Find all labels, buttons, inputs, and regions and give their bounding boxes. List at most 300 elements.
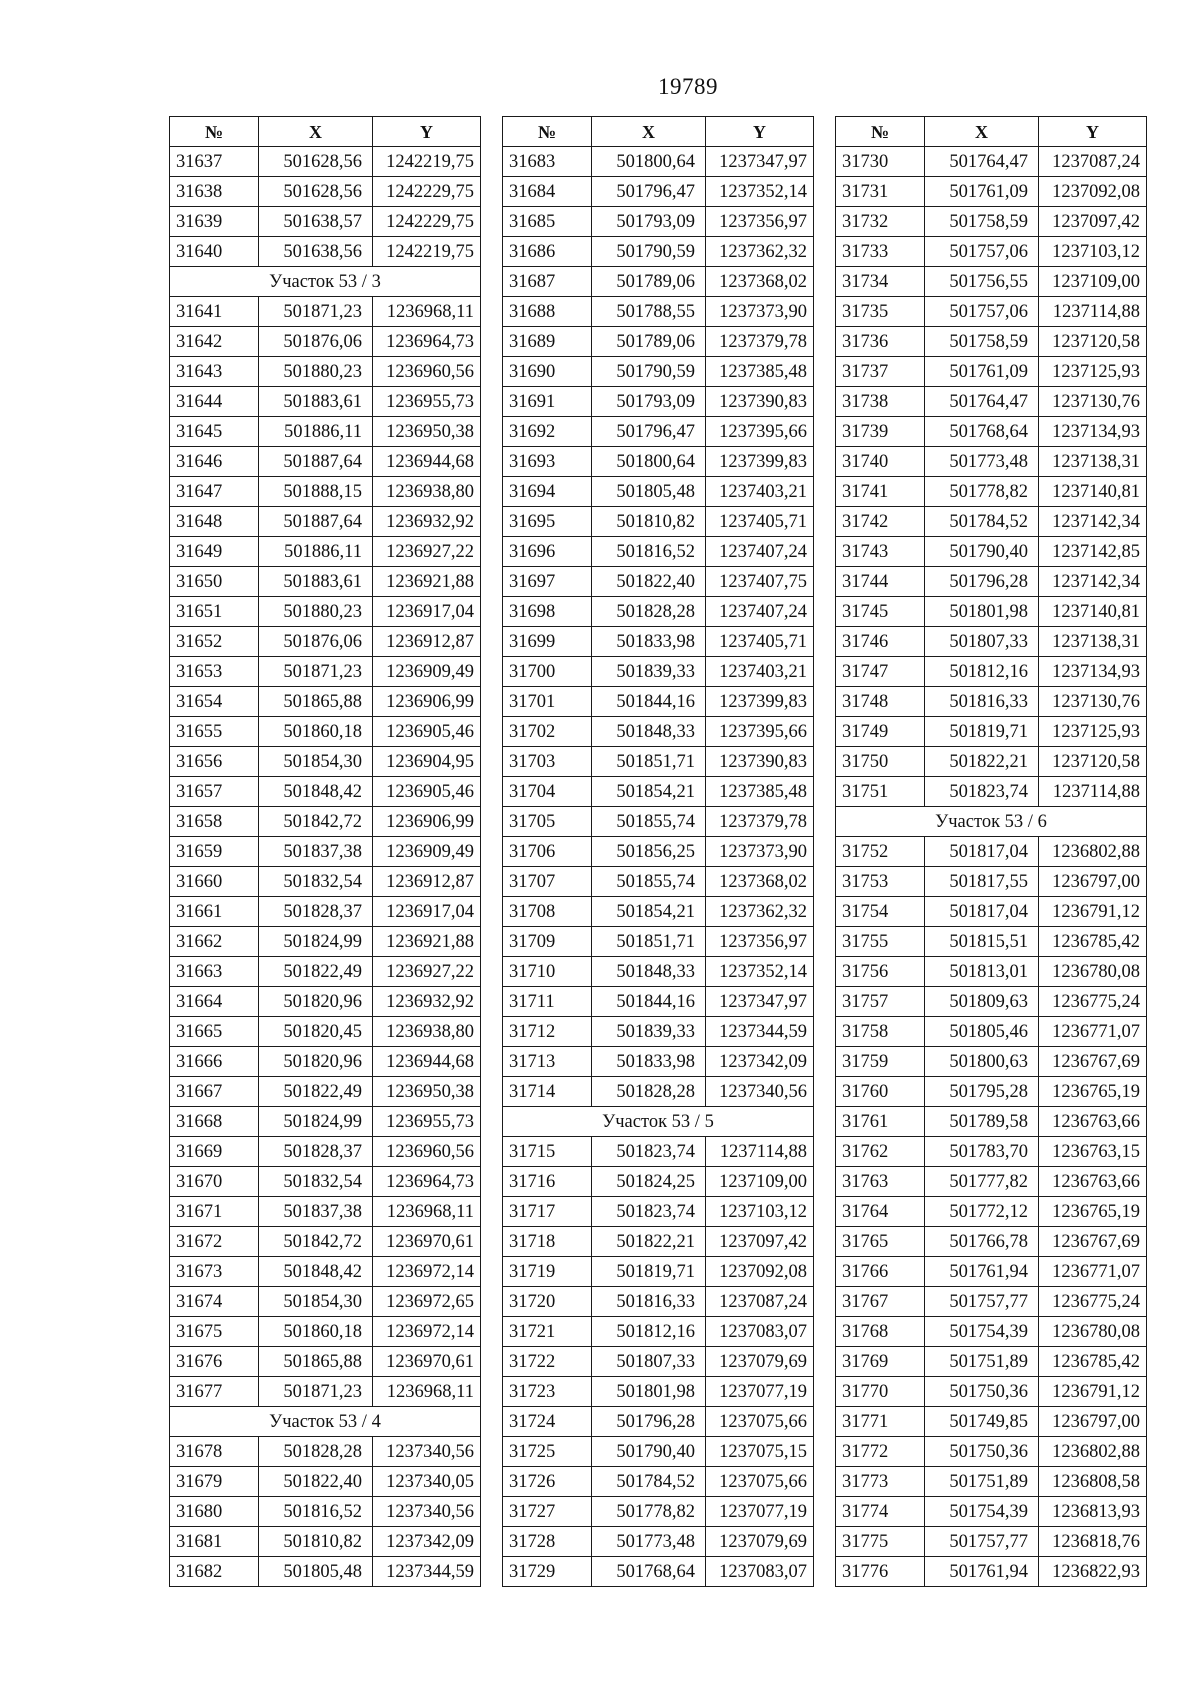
table-row xyxy=(503,777,814,807)
point-number: 31673 xyxy=(170,1257,259,1287)
table-row xyxy=(503,657,814,687)
table-row xyxy=(836,537,1147,567)
x-coordinate: 501816,33 xyxy=(592,1287,706,1317)
x-coordinate: 501887,64 xyxy=(259,507,373,537)
x-coordinate: 501842,72 xyxy=(259,1227,373,1257)
y-coordinate: 1237114,88 xyxy=(1039,777,1147,807)
y-coordinate: 1236944,68 xyxy=(373,1047,481,1077)
table-row xyxy=(836,957,1147,987)
x-coordinate: 501807,33 xyxy=(925,627,1039,657)
section-row xyxy=(503,1107,814,1137)
x-coordinate: 501812,16 xyxy=(592,1317,706,1347)
x-coordinate: 501812,16 xyxy=(925,657,1039,687)
table-row xyxy=(836,837,1147,867)
table-row xyxy=(170,147,481,177)
point-number: 31752 xyxy=(836,837,925,867)
x-coordinate: 501796,28 xyxy=(592,1407,706,1437)
table-row xyxy=(836,1257,1147,1287)
header-x: X xyxy=(592,117,706,147)
point-number: 31680 xyxy=(170,1497,259,1527)
table-row xyxy=(170,657,481,687)
x-coordinate: 501823,74 xyxy=(925,777,1039,807)
table-row xyxy=(170,447,481,477)
point-number: 31684 xyxy=(503,177,592,207)
x-coordinate: 501805,48 xyxy=(259,1557,373,1587)
point-number: 31686 xyxy=(503,237,592,267)
table-row xyxy=(170,177,481,207)
table-header-row xyxy=(503,117,814,147)
point-number: 31736 xyxy=(836,327,925,357)
y-coordinate: 1236917,04 xyxy=(373,897,481,927)
x-coordinate: 501778,82 xyxy=(925,477,1039,507)
table-row xyxy=(170,1527,481,1557)
table-row xyxy=(503,1227,814,1257)
y-coordinate: 1237356,97 xyxy=(706,927,814,957)
point-number: 31762 xyxy=(836,1137,925,1167)
table-row xyxy=(503,417,814,447)
table-row xyxy=(503,1317,814,1347)
x-coordinate: 501789,06 xyxy=(592,327,706,357)
point-number: 31654 xyxy=(170,687,259,717)
x-coordinate: 501828,28 xyxy=(259,1437,373,1467)
section-row xyxy=(836,807,1147,837)
table-row xyxy=(836,1167,1147,1197)
y-coordinate: 1237344,59 xyxy=(373,1557,481,1587)
table-row xyxy=(170,1227,481,1257)
x-coordinate: 501820,96 xyxy=(259,987,373,1017)
table-row xyxy=(170,927,481,957)
y-coordinate: 1236964,73 xyxy=(373,1167,481,1197)
y-coordinate: 1236763,15 xyxy=(1039,1137,1147,1167)
y-coordinate: 1237138,31 xyxy=(1039,447,1147,477)
section-title: Участок 53 / 3 xyxy=(170,267,481,297)
x-coordinate: 501833,98 xyxy=(592,627,706,657)
table-row xyxy=(503,237,814,267)
table-row xyxy=(503,1287,814,1317)
x-coordinate: 501854,30 xyxy=(259,747,373,777)
point-number: 31730 xyxy=(836,147,925,177)
x-coordinate: 501856,25 xyxy=(592,837,706,867)
table-row xyxy=(836,1287,1147,1317)
y-coordinate: 1237097,42 xyxy=(1039,207,1147,237)
coordinates-table-1 xyxy=(169,116,481,1587)
y-coordinate: 1236968,11 xyxy=(373,1197,481,1227)
x-coordinate: 501844,16 xyxy=(592,987,706,1017)
point-number: 31641 xyxy=(170,297,259,327)
y-coordinate: 1237075,66 xyxy=(706,1467,814,1497)
table-row xyxy=(170,1167,481,1197)
point-number: 31741 xyxy=(836,477,925,507)
x-coordinate: 501848,42 xyxy=(259,1257,373,1287)
table-row xyxy=(170,567,481,597)
table-row xyxy=(836,447,1147,477)
y-coordinate: 1237087,24 xyxy=(1039,147,1147,177)
x-coordinate: 501754,39 xyxy=(925,1497,1039,1527)
x-coordinate: 501822,49 xyxy=(259,957,373,987)
y-coordinate: 1237130,76 xyxy=(1039,687,1147,717)
table-row xyxy=(836,1107,1147,1137)
y-coordinate: 1237120,58 xyxy=(1039,327,1147,357)
x-coordinate: 501749,85 xyxy=(925,1407,1039,1437)
point-number: 31700 xyxy=(503,657,592,687)
point-number: 31645 xyxy=(170,417,259,447)
y-coordinate: 1237075,15 xyxy=(706,1437,814,1467)
x-coordinate: 501817,55 xyxy=(925,867,1039,897)
x-coordinate: 501805,46 xyxy=(925,1017,1039,1047)
x-coordinate: 501822,40 xyxy=(592,567,706,597)
y-coordinate: 1237138,31 xyxy=(1039,627,1147,657)
y-coordinate: 1237142,34 xyxy=(1039,507,1147,537)
y-coordinate: 1237092,08 xyxy=(706,1257,814,1287)
point-number: 31701 xyxy=(503,687,592,717)
point-number: 31660 xyxy=(170,867,259,897)
x-coordinate: 501757,77 xyxy=(925,1527,1039,1557)
point-number: 31702 xyxy=(503,717,592,747)
x-coordinate: 501822,21 xyxy=(925,747,1039,777)
y-coordinate: 1236813,93 xyxy=(1039,1497,1147,1527)
x-coordinate: 501790,40 xyxy=(925,537,1039,567)
table-row xyxy=(836,1347,1147,1377)
y-coordinate: 1236771,07 xyxy=(1039,1257,1147,1287)
x-coordinate: 501777,82 xyxy=(925,1167,1039,1197)
x-coordinate: 501820,45 xyxy=(259,1017,373,1047)
x-coordinate: 501766,78 xyxy=(925,1227,1039,1257)
coordinates-table-2 xyxy=(502,116,814,1587)
x-coordinate: 501828,37 xyxy=(259,1137,373,1167)
x-coordinate: 501638,56 xyxy=(259,237,373,267)
point-number: 31771 xyxy=(836,1407,925,1437)
x-coordinate: 501839,33 xyxy=(592,657,706,687)
point-number: 31758 xyxy=(836,1017,925,1047)
y-coordinate: 1236775,24 xyxy=(1039,987,1147,1017)
table-row xyxy=(503,1377,814,1407)
x-coordinate: 501800,63 xyxy=(925,1047,1039,1077)
y-coordinate: 1236944,68 xyxy=(373,447,481,477)
point-number: 31747 xyxy=(836,657,925,687)
y-coordinate: 1237352,14 xyxy=(706,177,814,207)
point-number: 31687 xyxy=(503,267,592,297)
x-coordinate: 501887,64 xyxy=(259,447,373,477)
x-coordinate: 501807,33 xyxy=(592,1347,706,1377)
point-number: 31712 xyxy=(503,1017,592,1047)
y-coordinate: 1236808,58 xyxy=(1039,1467,1147,1497)
point-number: 31757 xyxy=(836,987,925,1017)
y-coordinate: 1236765,19 xyxy=(1039,1077,1147,1107)
x-coordinate: 501819,71 xyxy=(592,1257,706,1287)
x-coordinate: 501839,33 xyxy=(592,1017,706,1047)
table-row xyxy=(170,867,481,897)
y-coordinate: 1236970,61 xyxy=(373,1347,481,1377)
table-row xyxy=(170,327,481,357)
table-row xyxy=(170,747,481,777)
y-coordinate: 1237103,12 xyxy=(1039,237,1147,267)
table-row xyxy=(170,597,481,627)
y-coordinate: 1237083,07 xyxy=(706,1317,814,1347)
point-number: 31768 xyxy=(836,1317,925,1347)
table-row xyxy=(170,807,481,837)
y-coordinate: 1236927,22 xyxy=(373,537,481,567)
table-row xyxy=(170,1497,481,1527)
point-number: 31663 xyxy=(170,957,259,987)
point-number: 31755 xyxy=(836,927,925,957)
y-coordinate: 1237103,12 xyxy=(706,1197,814,1227)
x-coordinate: 501828,28 xyxy=(592,1077,706,1107)
table-row xyxy=(170,207,481,237)
y-coordinate: 1236822,93 xyxy=(1039,1557,1147,1587)
header-number: № xyxy=(503,117,592,147)
table-row xyxy=(836,777,1147,807)
x-coordinate: 501880,23 xyxy=(259,597,373,627)
y-coordinate: 1236968,11 xyxy=(373,1377,481,1407)
table-row xyxy=(836,1137,1147,1167)
table-row xyxy=(836,507,1147,537)
y-coordinate: 1236802,88 xyxy=(1039,1437,1147,1467)
point-number: 31661 xyxy=(170,897,259,927)
point-number: 31677 xyxy=(170,1377,259,1407)
y-coordinate: 1237390,83 xyxy=(706,747,814,777)
x-coordinate: 501790,59 xyxy=(592,357,706,387)
table-row xyxy=(170,477,481,507)
table-row xyxy=(836,267,1147,297)
table-row xyxy=(170,1137,481,1167)
point-number: 31638 xyxy=(170,177,259,207)
point-number: 31704 xyxy=(503,777,592,807)
x-coordinate: 501778,82 xyxy=(592,1497,706,1527)
header-y: Y xyxy=(373,117,481,147)
x-coordinate: 501832,54 xyxy=(259,867,373,897)
point-number: 31644 xyxy=(170,387,259,417)
table-row xyxy=(836,237,1147,267)
x-coordinate: 501784,52 xyxy=(925,507,1039,537)
x-coordinate: 501833,98 xyxy=(592,1047,706,1077)
table-row xyxy=(836,1557,1147,1587)
x-coordinate: 501805,48 xyxy=(592,477,706,507)
x-coordinate: 501783,70 xyxy=(925,1137,1039,1167)
y-coordinate: 1237087,24 xyxy=(706,1287,814,1317)
y-coordinate: 1237140,81 xyxy=(1039,477,1147,507)
point-number: 31678 xyxy=(170,1437,259,1467)
x-coordinate: 501628,56 xyxy=(259,177,373,207)
point-number: 31731 xyxy=(836,177,925,207)
table-row xyxy=(503,147,814,177)
y-coordinate: 1237114,88 xyxy=(706,1137,814,1167)
x-coordinate: 501790,59 xyxy=(592,237,706,267)
y-coordinate: 1236765,19 xyxy=(1039,1197,1147,1227)
point-number: 31734 xyxy=(836,267,925,297)
point-number: 31672 xyxy=(170,1227,259,1257)
point-number: 31761 xyxy=(836,1107,925,1137)
table-row xyxy=(503,597,814,627)
table-row xyxy=(836,1047,1147,1077)
x-coordinate: 501790,40 xyxy=(592,1437,706,1467)
y-coordinate: 1237134,93 xyxy=(1039,657,1147,687)
y-coordinate: 1242219,75 xyxy=(373,147,481,177)
point-number: 31753 xyxy=(836,867,925,897)
y-coordinate: 1237373,90 xyxy=(706,837,814,867)
table-row xyxy=(836,717,1147,747)
y-coordinate: 1237385,48 xyxy=(706,777,814,807)
x-coordinate: 501793,09 xyxy=(592,207,706,237)
table-row xyxy=(503,717,814,747)
point-number: 31651 xyxy=(170,597,259,627)
x-coordinate: 501860,18 xyxy=(259,1317,373,1347)
x-coordinate: 501871,23 xyxy=(259,657,373,687)
x-coordinate: 501865,88 xyxy=(259,1347,373,1377)
table-row xyxy=(836,1407,1147,1437)
point-number: 31699 xyxy=(503,627,592,657)
x-coordinate: 501860,18 xyxy=(259,717,373,747)
x-coordinate: 501773,48 xyxy=(592,1527,706,1557)
x-coordinate: 501810,82 xyxy=(592,507,706,537)
x-coordinate: 501822,21 xyxy=(592,1227,706,1257)
x-coordinate: 501628,56 xyxy=(259,147,373,177)
table-row xyxy=(170,837,481,867)
y-coordinate: 1237130,76 xyxy=(1039,387,1147,417)
point-number: 31703 xyxy=(503,747,592,777)
point-number: 31650 xyxy=(170,567,259,597)
point-number: 31665 xyxy=(170,1017,259,1047)
table-row xyxy=(503,1557,814,1587)
y-coordinate: 1237403,21 xyxy=(706,657,814,687)
x-coordinate: 501750,36 xyxy=(925,1437,1039,1467)
y-coordinate: 1237362,32 xyxy=(706,897,814,927)
x-coordinate: 501772,12 xyxy=(925,1197,1039,1227)
x-coordinate: 501810,82 xyxy=(259,1527,373,1557)
y-coordinate: 1236912,87 xyxy=(373,627,481,657)
table-row xyxy=(170,957,481,987)
table-row xyxy=(503,747,814,777)
x-coordinate: 501761,94 xyxy=(925,1557,1039,1587)
y-coordinate: 1237368,02 xyxy=(706,267,814,297)
table-row xyxy=(836,1527,1147,1557)
x-coordinate: 501788,55 xyxy=(592,297,706,327)
table-row xyxy=(836,747,1147,777)
point-number: 31666 xyxy=(170,1047,259,1077)
y-coordinate: 1236964,73 xyxy=(373,327,481,357)
point-number: 31671 xyxy=(170,1197,259,1227)
table-row xyxy=(503,627,814,657)
y-coordinate: 1237347,97 xyxy=(706,147,814,177)
point-number: 31729 xyxy=(503,1557,592,1587)
table-row xyxy=(836,1497,1147,1527)
point-number: 31662 xyxy=(170,927,259,957)
header-number: № xyxy=(836,117,925,147)
point-number: 31714 xyxy=(503,1077,592,1107)
y-coordinate: 1236904,95 xyxy=(373,747,481,777)
point-number: 31738 xyxy=(836,387,925,417)
x-coordinate: 501883,61 xyxy=(259,387,373,417)
table-row xyxy=(836,687,1147,717)
section-row xyxy=(170,267,481,297)
x-coordinate: 501761,09 xyxy=(925,177,1039,207)
table-row xyxy=(836,477,1147,507)
point-number: 31637 xyxy=(170,147,259,177)
table-row xyxy=(836,927,1147,957)
point-number: 31724 xyxy=(503,1407,592,1437)
x-coordinate: 501768,64 xyxy=(592,1557,706,1587)
x-coordinate: 501824,99 xyxy=(259,927,373,957)
table-row xyxy=(503,1257,814,1287)
x-coordinate: 501876,06 xyxy=(259,327,373,357)
x-coordinate: 501800,64 xyxy=(592,447,706,477)
point-number: 31746 xyxy=(836,627,925,657)
x-coordinate: 501837,38 xyxy=(259,1197,373,1227)
table-row xyxy=(503,567,814,597)
x-coordinate: 501842,72 xyxy=(259,807,373,837)
table-row xyxy=(170,987,481,1017)
y-coordinate: 1236767,69 xyxy=(1039,1047,1147,1077)
y-coordinate: 1236909,49 xyxy=(373,657,481,687)
y-coordinate: 1236921,88 xyxy=(373,567,481,597)
table-row xyxy=(170,1317,481,1347)
y-coordinate: 1236968,11 xyxy=(373,297,481,327)
point-number: 31653 xyxy=(170,657,259,687)
x-coordinate: 501758,59 xyxy=(925,327,1039,357)
point-number: 31769 xyxy=(836,1347,925,1377)
y-coordinate: 1236763,66 xyxy=(1039,1107,1147,1137)
y-coordinate: 1237344,59 xyxy=(706,1017,814,1047)
point-number: 31690 xyxy=(503,357,592,387)
x-coordinate: 501871,23 xyxy=(259,1377,373,1407)
table-row xyxy=(170,1287,481,1317)
point-number: 31659 xyxy=(170,837,259,867)
table-row xyxy=(836,1437,1147,1467)
x-coordinate: 501848,42 xyxy=(259,777,373,807)
table-row xyxy=(170,1467,481,1497)
point-number: 31775 xyxy=(836,1527,925,1557)
point-number: 31667 xyxy=(170,1077,259,1107)
x-coordinate: 501871,23 xyxy=(259,297,373,327)
y-coordinate: 1237142,85 xyxy=(1039,537,1147,567)
y-coordinate: 1236906,99 xyxy=(373,807,481,837)
y-coordinate: 1237083,07 xyxy=(706,1557,814,1587)
point-number: 31754 xyxy=(836,897,925,927)
x-coordinate: 501816,52 xyxy=(259,1497,373,1527)
table-row xyxy=(170,1557,481,1587)
table-row xyxy=(836,327,1147,357)
point-number: 31743 xyxy=(836,537,925,567)
point-number: 31767 xyxy=(836,1287,925,1317)
point-number: 31742 xyxy=(836,507,925,537)
x-coordinate: 501883,61 xyxy=(259,567,373,597)
y-coordinate: 1236775,24 xyxy=(1039,1287,1147,1317)
y-coordinate: 1237347,97 xyxy=(706,987,814,1017)
y-coordinate: 1237395,66 xyxy=(706,717,814,747)
y-coordinate: 1236955,73 xyxy=(373,387,481,417)
x-coordinate: 501793,09 xyxy=(592,387,706,417)
point-number: 31706 xyxy=(503,837,592,867)
table-row xyxy=(836,297,1147,327)
x-coordinate: 501754,39 xyxy=(925,1317,1039,1347)
point-number: 31643 xyxy=(170,357,259,387)
table-row xyxy=(836,417,1147,447)
y-coordinate: 1236763,66 xyxy=(1039,1167,1147,1197)
table-row xyxy=(170,357,481,387)
x-coordinate: 501855,74 xyxy=(592,807,706,837)
table-row xyxy=(836,867,1147,897)
point-number: 31688 xyxy=(503,297,592,327)
y-coordinate: 1237340,56 xyxy=(373,1437,481,1467)
point-number: 31723 xyxy=(503,1377,592,1407)
y-coordinate: 1237120,58 xyxy=(1039,747,1147,777)
y-coordinate: 1237125,93 xyxy=(1039,357,1147,387)
table-row xyxy=(170,387,481,417)
y-coordinate: 1236970,61 xyxy=(373,1227,481,1257)
table-row xyxy=(836,627,1147,657)
table-row xyxy=(503,447,814,477)
x-coordinate: 501757,77 xyxy=(925,1287,1039,1317)
x-coordinate: 501764,47 xyxy=(925,147,1039,177)
